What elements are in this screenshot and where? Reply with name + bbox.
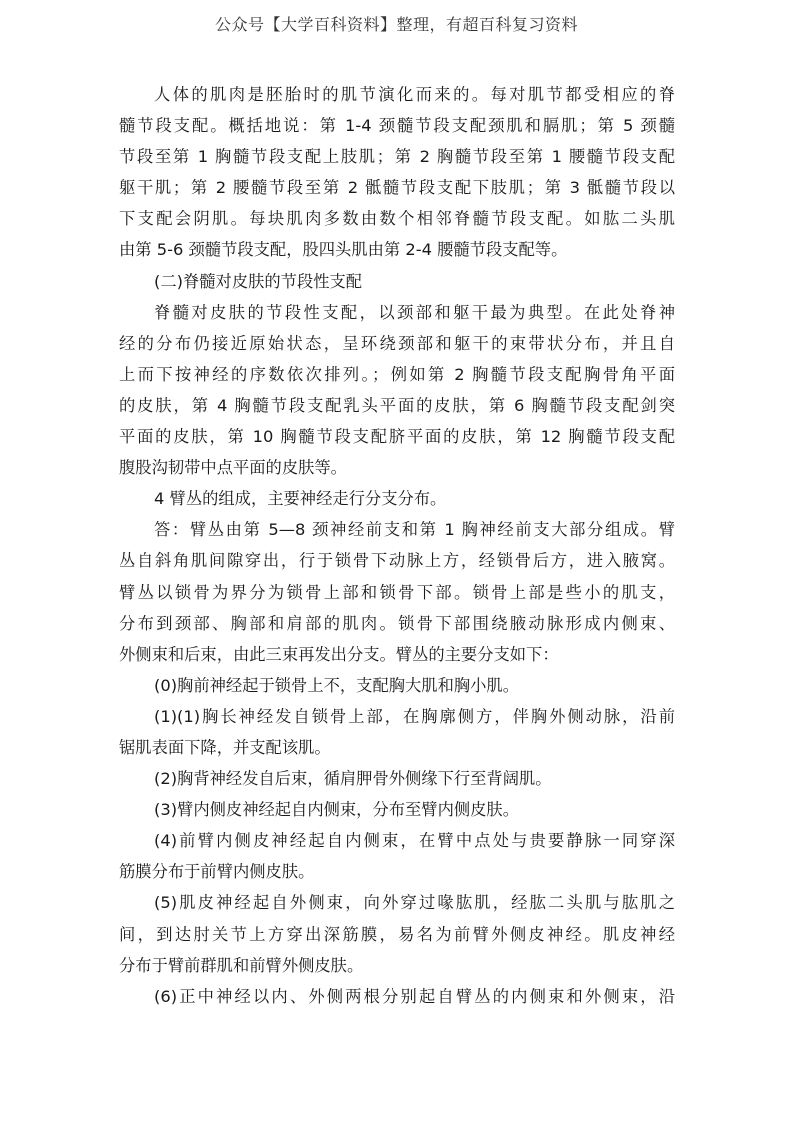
text-line: (3)臂内侧皮神经起自内侧束，分布至臂内侧皮肤。 <box>154 800 519 820</box>
text-line: 分布到颈部、胸部和肩部的肌肉。锁骨下部围绕腋动脉形成内侧束、 <box>119 613 675 633</box>
text-line: 答：臂丛由第 5—8 颈神经前支和第 1 胸神经前支大部分组成。臂 <box>154 520 675 540</box>
text-line: (5)肌皮神经起自外侧束，向外穿过喙肱肌，经肱二头肌与肱肌之 <box>154 893 675 913</box>
text-line: (二)脊髓对皮肤的节段性支配 <box>154 271 363 291</box>
text-line: 躯干肌；第 2 腰髓节段至第 2 骶髓节段支配下肢肌；第 3 骶髓节段以 <box>119 178 675 198</box>
text-line: 节段至第 1 胸髓节段支配上肢肌；第 2 胸髓节段至第 1 腰髓节段支配 <box>119 147 675 167</box>
text-line: 锯肌表面下降，并支配该肌。 <box>119 737 331 757</box>
text-line: 脊髓对皮肤的节段性支配，以颈部和躯干最为典型。在此处脊神 <box>154 302 675 322</box>
text-line: 由第 5-6 颈髓节段支配，股四头肌由第 2-4 腰髓节段支配等。 <box>119 240 568 260</box>
text-line: 间，到达肘关节上方穿出深筋膜，易名为前臂外侧皮神经。肌皮神经 <box>119 924 675 944</box>
text-line: (2)胸背神经发自后束，循肩胛骨外侧缘下行至背阔肌。 <box>154 769 552 789</box>
text-line: 丛自斜角肌间隙穿出，行于锁骨下动脉上方，经锁骨后方，进入腋窝。 <box>119 551 675 571</box>
text-line: 上而下按神经的序数依次排列。；例如第 2 胸髓节段支配胸骨角平面 <box>119 364 675 384</box>
text-line: (4)前臂内侧皮神经起自内侧束，在臂中点处与贵要静脉一同穿深 <box>154 831 675 851</box>
text-line: 外侧束和后束，由此三束再发出分支。臂丛的主要分支如下： <box>119 644 559 664</box>
text-line: 分布于臂前群肌和前臂外侧皮肤。 <box>119 955 364 975</box>
text-line: 臂丛以锁骨为界分为锁骨上部和锁骨下部。锁骨上部是些小的肌支， <box>119 582 675 602</box>
text-line: 筋膜分布于前臂内侧皮肤。 <box>119 862 315 882</box>
text-line: (6)正中神经以内、外侧两根分别起自臂丛的内侧束和外侧束，沿 <box>154 986 675 1006</box>
text-line: 平面的皮肤，第 10 胸髓节段支配脐平面的皮肤，第 12 胸髓节段支配 <box>119 427 675 447</box>
text-line: 的皮肤，第 4 胸髓节段支配乳头平面的皮肤，第 6 胸髓节段支配剑突 <box>119 395 675 415</box>
text-line: (0)胸前神经起于锁骨上不，支配胸大肌和胸小肌。 <box>154 675 519 695</box>
text-line: 人体的肌肉是胚胎时的肌节演化而来的。每对肌节都受相应的脊 <box>154 85 675 104</box>
text-line: 4 臂丛的组成，主要神经走行分支分布。 <box>154 489 447 509</box>
text-line: 下支配会阴肌。每块肌肉多数由数个相邻脊髓节段支配。如肱二头肌 <box>119 209 675 229</box>
text-line: 髓节段支配。概括地说：第 1-4 颈髓节段支配颈肌和膈肌；第 5 颈髓 <box>119 116 675 136</box>
text-line: (1)(1)胸长神经发自锁骨上部，在胸廓侧方，伴胸外侧动脉，沿前 <box>154 706 675 726</box>
page-header: 公众号【大学百科资料】整理，有超百科复习资料 <box>214 15 578 34</box>
text-line: 经的分布仍接近原始状态，呈环绕颈部和躯干的束带状分布，并且自 <box>119 333 675 353</box>
text-line: 腹股沟韧带中点平面的皮肤等。 <box>119 458 347 478</box>
body-text <box>119 79 675 1012</box>
